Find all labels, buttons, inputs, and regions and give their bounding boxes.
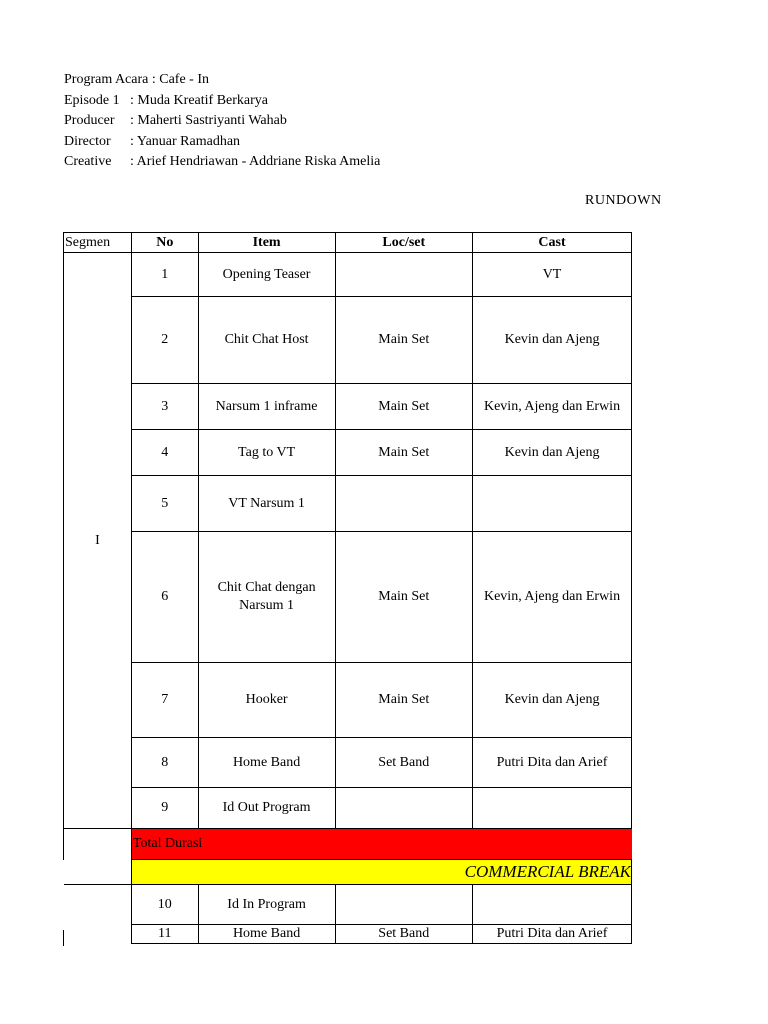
header-no: No (131, 233, 198, 253)
table-row: 9 Id Out Program (64, 788, 632, 829)
meta-row-director: Director : Yanuar Ramadhan (64, 133, 241, 149)
table-row: 5 VT Narsum 1 (64, 476, 632, 532)
program-label: Program Acara : Cafe - In (64, 72, 209, 87)
commercial-break-row (64, 860, 632, 885)
table-row: 10 Id In Program (64, 885, 632, 925)
table-row: 6 Chit Chat dengan Narsum 1 Main Set Kevin, Ajeng dan Erwin (64, 532, 632, 663)
header-loc: Loc/set (335, 233, 473, 253)
table-row: 7 Hooker Main Set Kevin dan Ajeng (64, 663, 632, 738)
meta-row-episode: Episode 1 : Muda Kreatif Berkarya (64, 92, 268, 108)
table-row: I 1 Opening Teaser VT (64, 253, 632, 297)
table-header-row (64, 233, 632, 253)
header-cast: Cast (473, 233, 632, 253)
cell-cursor-mark (63, 930, 64, 946)
commercial-break-label: COMMERCIAL BREAK (131, 860, 631, 885)
meta-row-producer: Producer : Maherti Sastriyanti Wahab (64, 113, 287, 128)
header-segmen: Segmen (64, 233, 132, 253)
total-duration-label: Total Durasi (131, 829, 631, 860)
table-row: 8 Home Band Set Band Putri Dita dan Arief (64, 738, 632, 788)
table-row: 3 Narsum 1 inframe Main Set Kevin, Ajeng dan Erwin (64, 384, 632, 430)
rundown-title: RUNDOWN (585, 193, 662, 208)
rundown-table (63, 232, 632, 944)
table-row: 2 Chit Chat Host Main Set Kevin dan Ajeng (64, 297, 632, 384)
meta-row-creative: Creative : Arief Hendriawan - Addriane Riska Amelia (64, 154, 381, 169)
header-item: Item (198, 233, 335, 253)
table-row: 11 Home Band Set Band Putri Dita dan Arief (64, 925, 632, 944)
total-duration-row (64, 829, 632, 860)
table-row: 4 Tag to VT Main Set Kevin dan Ajeng (64, 430, 632, 476)
segment-cell: I (64, 253, 132, 829)
